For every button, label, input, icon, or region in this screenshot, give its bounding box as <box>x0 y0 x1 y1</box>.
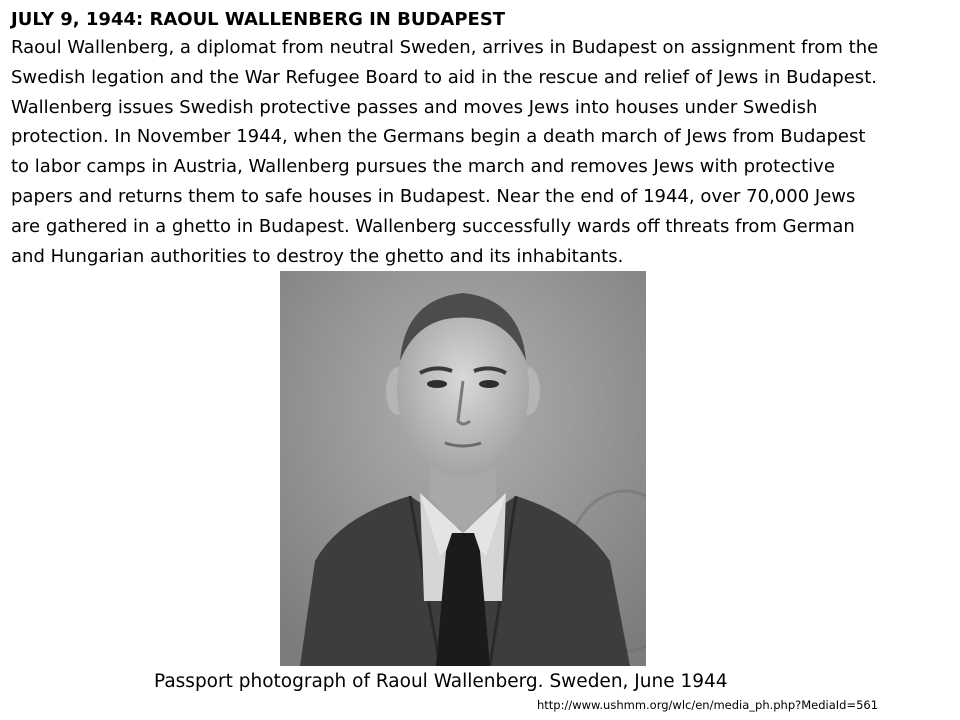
photo-caption: Passport photograph of Raoul Wallenberg. Sweden, June 1944 <box>154 671 728 692</box>
body-line: Raoul Wallenberg, a diplomat from neutral Sweden, arrives in Budapest on assignment from the <box>11 37 879 58</box>
body-line: to labor camps in Austria, Wallenberg pursues the march and removes Jews with protective <box>11 156 835 178</box>
body-line: Swedish legation and the War Refugee Board to aid in the rescue and relief of Jews in Budapest. <box>11 66 877 88</box>
body-paragraph <box>11 33 951 271</box>
body-line: papers and returns them to safe houses in Budapest. Near the end of 1944, over 70,000 Jews <box>11 185 856 207</box>
passport-photograph <box>280 271 646 666</box>
eye-right <box>479 380 499 388</box>
body-line: protection. In November 1944, when the Germans begin a death march of Jews from Budapest <box>11 126 866 148</box>
document-title: JULY 9, 1944: RAOUL WALLENBERG IN BUDAPEST <box>11 9 506 30</box>
eye-left <box>427 380 447 388</box>
source-url[interactable]: http://www.ushmm.org/wlc/en/media_ph.php?MediaId=561 <box>537 698 879 712</box>
body-line: Wallenberg issues Swedish protective passes and moves Jews into houses under Swedish <box>11 96 818 118</box>
portrait-illustration <box>280 271 646 666</box>
body-line: and Hungarian authorities to destroy the ghetto and its inhabitants. <box>11 245 624 267</box>
body-line: are gathered in a ghetto in Budapest. Wallenberg successfully wards off threats from German <box>11 215 855 237</box>
